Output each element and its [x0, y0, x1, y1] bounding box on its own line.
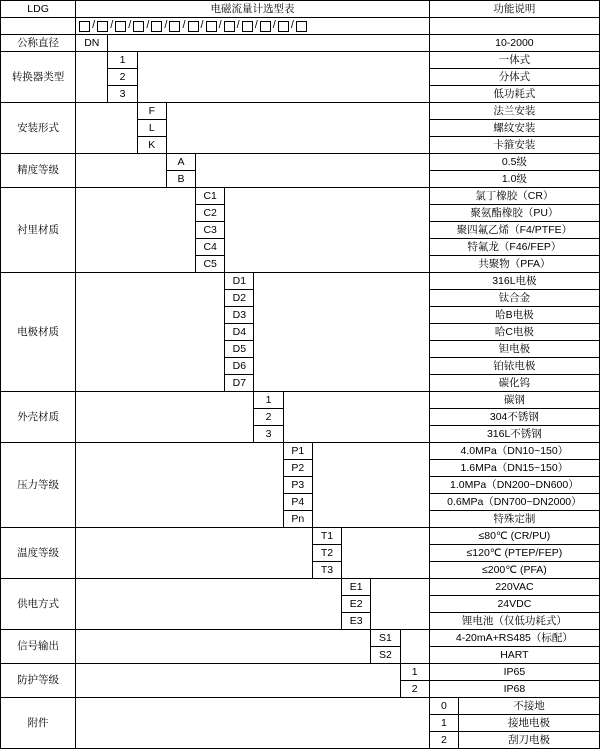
desc-pressure-5: 特殊定制: [429, 511, 599, 528]
code-accuracy-2: B: [166, 171, 195, 188]
desc-accessory-2: 接地电极: [458, 715, 599, 732]
category-signal-output: 信号输出: [1, 630, 76, 664]
code-accuracy-1: A: [166, 154, 195, 171]
table-row-temperature-1: [1, 528, 600, 545]
code-boxes: [76, 18, 429, 34]
spacer-install-b: [166, 103, 429, 154]
slash-11: /: [272, 18, 276, 31]
code-lining-2: C2: [196, 205, 225, 222]
desc-pressure-3: 1.0MPa（DN200~DN600）: [429, 477, 599, 494]
code-pressure-3: P3: [283, 477, 312, 494]
desc-lining-5: 共聚物（PFA）: [429, 256, 599, 273]
spacer-signal-b: [400, 630, 429, 664]
spacer-temperature-b: [342, 528, 430, 579]
model-prefix-cell: LDG: [1, 1, 76, 18]
table-row-protection-1: [1, 664, 600, 681]
category-converter-type: 转换器类型: [1, 52, 76, 103]
desc-signal-1: 4-20mA+RS485（标配）: [429, 630, 599, 647]
code-housing-1: 1: [254, 392, 283, 409]
category-accuracy: 精度等级: [1, 154, 76, 188]
code-accessory-2: 1: [429, 715, 458, 732]
desc-lining-1: 氯丁橡胶（CR）: [429, 188, 599, 205]
spacer-dn: [108, 35, 429, 52]
desc-electrode-2: 钛合金: [429, 290, 599, 307]
code-box-3: [115, 21, 126, 32]
spacer-lining-a: [76, 188, 196, 273]
code-box-4: [133, 21, 144, 32]
spacer-lining-b: [225, 188, 430, 273]
desc-install-1: 法兰安装: [429, 103, 599, 120]
desc-nominal-diameter: 10-2000: [429, 35, 599, 52]
code-power-3: E3: [342, 613, 371, 630]
desc-power-2: 24VDC: [429, 596, 599, 613]
code-box-7: [188, 21, 199, 32]
spacer-install-a: [76, 103, 138, 154]
code-converter-3: 3: [108, 86, 137, 103]
code-box-12: [278, 21, 289, 32]
code-pressure-1: P1: [283, 443, 312, 460]
category-install-form: 安装形式: [1, 103, 76, 154]
spacer-housing-a: [76, 392, 254, 443]
category-pressure-rating: 压力等级: [1, 443, 76, 528]
desc-lining-4: 特氟龙（F46/FEP）: [429, 239, 599, 256]
desc-pressure-4: 0.6MPa（DN700~DN2000）: [429, 494, 599, 511]
desc-converter-2: 分体式: [429, 69, 599, 86]
code-pressure-2: P2: [283, 460, 312, 477]
table-row-lining-1: [1, 188, 600, 205]
code-box-5: [151, 21, 162, 32]
desc-pressure-1: 4.0MPa（DN10~150）: [429, 443, 599, 460]
code-signal-2: S2: [371, 647, 400, 664]
spacer-accessory-a: [76, 698, 430, 749]
spacer-converter-b: [137, 52, 429, 103]
desc-install-2: 螺纹安装: [429, 120, 599, 137]
category-temperature-rating: 温度等级: [1, 528, 76, 579]
table-row-boxes: [1, 18, 600, 35]
code-electrode-1: D1: [225, 273, 254, 290]
slash-3: /: [128, 18, 132, 31]
code-install-1: F: [137, 103, 166, 120]
desc-accessory-3: 刮刀电极: [458, 732, 599, 749]
code-pressure-5: Pn: [283, 511, 312, 528]
desc-electrode-1: 316L电极: [429, 273, 599, 290]
slash-7: /: [200, 18, 204, 31]
category-power-supply: 供电方式: [1, 579, 76, 630]
desc-electrode-5: 钽电极: [429, 341, 599, 358]
code-converter-2: 2: [108, 69, 137, 86]
code-electrode-3: D3: [225, 307, 254, 324]
table-title: 电磁流量计选型表: [76, 1, 430, 18]
desc-converter-1: 一体式: [429, 52, 599, 69]
table-row-pressure-1: [1, 443, 600, 460]
table-row-power-1: [1, 579, 600, 596]
code-temperature-2: T2: [312, 545, 341, 562]
code-lining-4: C4: [196, 239, 225, 256]
table-row-accuracy-1: [1, 154, 600, 171]
slash-9: /: [236, 18, 240, 31]
desc-electrode-3: 哈B电极: [429, 307, 599, 324]
table-row-accessory-1: [1, 698, 600, 715]
slash-2: /: [110, 18, 114, 31]
spacer-pressure-a: [76, 443, 284, 528]
desc-temperature-1: ≤80℃ (CR/PU): [429, 528, 599, 545]
table-row-nominal-diameter: [1, 35, 600, 52]
empty-cell-left: [1, 18, 76, 35]
desc-electrode-4: 哈C电极: [429, 324, 599, 341]
empty-cell-right: [429, 18, 599, 35]
slash-5: /: [164, 18, 168, 31]
desc-accessory-1: 不接地: [458, 698, 599, 715]
spacer-accuracy-a: [76, 154, 167, 188]
spacer-electrode-b: [254, 273, 429, 392]
code-install-2: L: [137, 120, 166, 137]
code-housing-2: 2: [254, 409, 283, 426]
desc-signal-2: HART: [429, 647, 599, 664]
category-protection-rating: 防护等级: [1, 664, 76, 698]
slash-6: /: [182, 18, 186, 31]
desc-protection-1: IP65: [429, 664, 599, 681]
code-electrode-4: D4: [225, 324, 254, 341]
code-lining-3: C3: [196, 222, 225, 239]
code-protection-1: 1: [400, 664, 429, 681]
code-box-6: [169, 21, 180, 32]
code-box-1: [79, 21, 90, 32]
table-row-install-1: [1, 103, 600, 120]
code-signal-1: S1: [371, 630, 400, 647]
category-accessory: 附件: [1, 698, 76, 749]
code-electrode-2: D2: [225, 290, 254, 307]
code-housing-3: 3: [254, 426, 283, 443]
desc-temperature-2: ≤120℃ (PTEP/FEP): [429, 545, 599, 562]
code-power-2: E2: [342, 596, 371, 613]
code-protection-2: 2: [400, 681, 429, 698]
desc-housing-1: 碳钢: [429, 392, 599, 409]
code-box-8: [206, 21, 217, 32]
code-pressure-4: P4: [283, 494, 312, 511]
desc-housing-3: 316L不锈钢: [429, 426, 599, 443]
category-electrode-material: 电极材质: [1, 273, 76, 392]
spacer-housing-b: [283, 392, 429, 443]
code-lining-1: C1: [196, 188, 225, 205]
spacer-accuracy-b: [196, 154, 430, 188]
table-row-housing-1: [1, 392, 600, 409]
spacer-signal-a: [76, 630, 371, 664]
slash-8: /: [218, 18, 222, 31]
code-boxes-cell: [76, 18, 430, 35]
code-power-1: E1: [342, 579, 371, 596]
desc-lining-3: 聚四氟乙烯（F4/PTFE）: [429, 222, 599, 239]
code-dn: DN: [76, 35, 108, 52]
spacer-power-b: [371, 579, 429, 630]
desc-install-3: 卡箍安装: [429, 137, 599, 154]
code-converter-1: 1: [108, 52, 137, 69]
spacer-pressure-b: [312, 443, 429, 528]
category-nominal-diameter: 公称直径: [1, 35, 76, 52]
code-lining-5: C5: [196, 256, 225, 273]
code-electrode-5: D5: [225, 341, 254, 358]
code-temperature-1: T1: [312, 528, 341, 545]
desc-temperature-3: ≤200℃ (PFA): [429, 562, 599, 579]
table-row-signal-1: [1, 630, 600, 647]
code-accessory-3: 2: [429, 732, 458, 749]
category-housing-material: 外壳材质: [1, 392, 76, 443]
desc-power-1: 220VAC: [429, 579, 599, 596]
code-box-11: [260, 21, 271, 32]
slash-4: /: [146, 18, 150, 31]
spacer-electrode-a: [76, 273, 225, 392]
desc-electrode-7: 碳化钨: [429, 375, 599, 392]
spacer-temperature-a: [76, 528, 313, 579]
spacer-converter-a: [76, 52, 108, 103]
code-box-9: [224, 21, 235, 32]
desc-electrode-6: 铂铱电极: [429, 358, 599, 375]
desc-accuracy-2: 1.0级: [429, 171, 599, 188]
desc-converter-3: 低功耗式: [429, 86, 599, 103]
table-row-title: [1, 1, 600, 18]
desc-protection-2: IP68: [429, 681, 599, 698]
table-row-electrode-1: [1, 273, 600, 290]
code-electrode-6: D6: [225, 358, 254, 375]
function-header: 功能说明: [429, 1, 599, 18]
desc-accuracy-1: 0.5级: [429, 154, 599, 171]
category-lining-material: 衬里材质: [1, 188, 76, 273]
code-install-3: K: [137, 137, 166, 154]
desc-pressure-2: 1.6MPa（DN15~150）: [429, 460, 599, 477]
code-box-10: [242, 21, 253, 32]
code-temperature-3: T3: [312, 562, 341, 579]
desc-lining-2: 聚氨酯橡胶（PU）: [429, 205, 599, 222]
desc-housing-2: 304不锈钢: [429, 409, 599, 426]
code-accessory-1: 0: [429, 698, 458, 715]
slash-1: /: [92, 18, 96, 31]
slash-10: /: [254, 18, 258, 31]
slash-12: /: [290, 18, 294, 31]
desc-power-3: 锂电池（仅低功耗式）: [429, 613, 599, 630]
spacer-power-a: [76, 579, 342, 630]
spacer-protection-a: [76, 664, 400, 698]
code-box-2: [97, 21, 108, 32]
code-electrode-7: D7: [225, 375, 254, 392]
code-box-13: [296, 21, 307, 32]
table-row-converter-type-1: [1, 52, 600, 69]
